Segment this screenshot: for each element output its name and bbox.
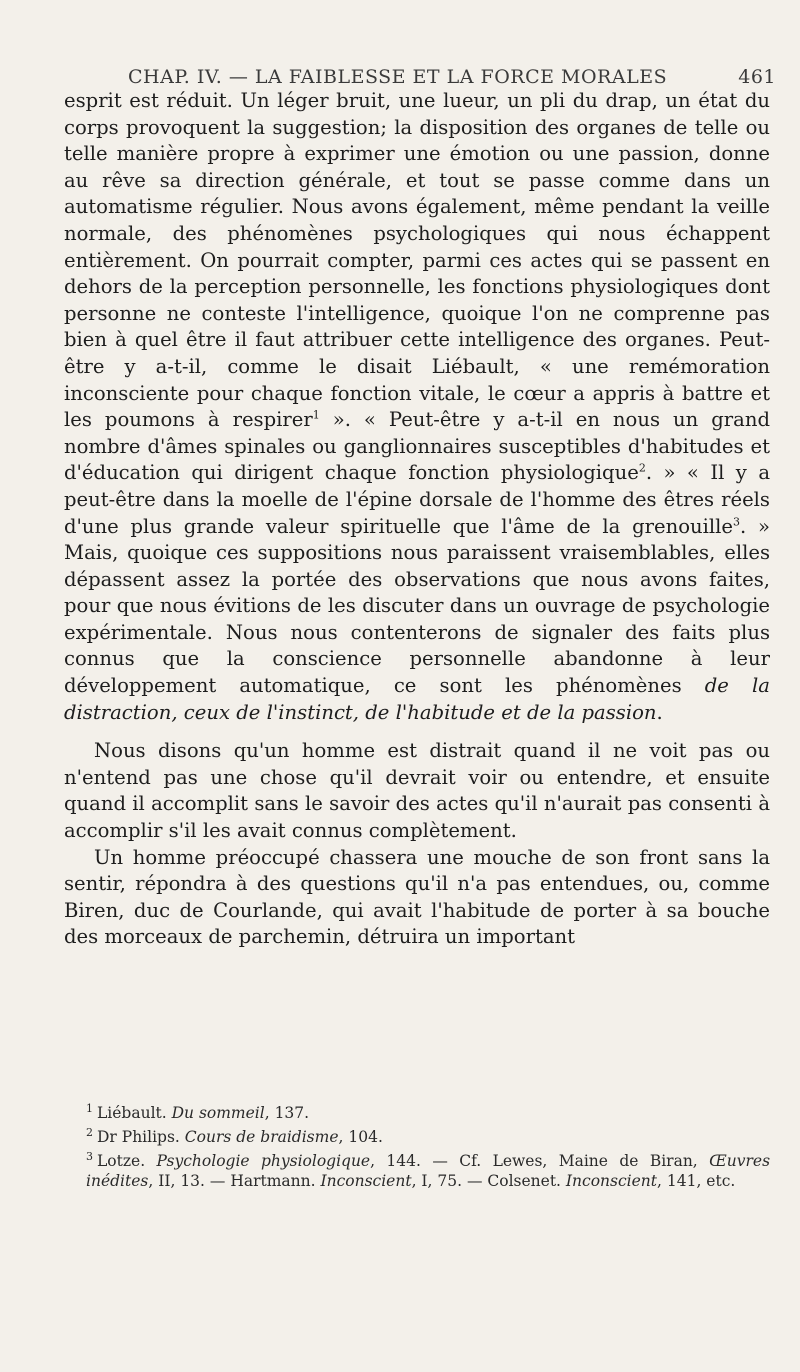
- footnote-3-mid: , 144. — Cf. Lewes, Maine de Biran,: [370, 1152, 710, 1171]
- footnote-3-author: Lotze.: [97, 1152, 157, 1171]
- running-title: CHAP. IV. — LA FAIBLESSE ET LA FORCE MORALES: [128, 66, 668, 88]
- paragraph-1-text-d: . » Mais, quoique ces suppositions nous paraissent vraisemblables, elles dépassent assez la portée des observations que nous avons faites, pour que nous évitions de les discuter dans un ouvrage de psychologie expérimentale. Nous nous contenterons de signaler des faits plus connus que la conscience personnelle abandonne à leur développement automatique, ce sont les phénomènes: [64, 514, 770, 698]
- footnote-ref-2: 2: [638, 461, 646, 475]
- footnote-3-mid-3: , I, 75. — Colsenet.: [411, 1172, 566, 1191]
- footnote-3-mid-2: , II, 13. — Hartmann.: [148, 1172, 321, 1191]
- body-text: [64, 88, 770, 951]
- footnote-2-marker: 2: [86, 1126, 93, 1140]
- footnote-1-rest: , 137.: [264, 1104, 310, 1123]
- paragraph-3: Un homme préoccupé chassera une mouche de son front sans la sentir, répondra à des questions qu'il n'a pas entendues, ou, comme Biren, duc de Courlande, qui avait l'habitude de porter à sa bouche des morceaux de parchemin, détruira un important: [64, 845, 770, 949]
- paragraph-1: [64, 88, 770, 726]
- paragraph-1-text-a: esprit est réduit. Un léger bruit, une lueur, un pli du drap, un état du corps provoquent la suggestion; la disposition des organes de telle ou telle manière propre à exprimer une émotion ou une passion, donne au rêve sa direction générale, et tout se passe comme dans un automatisme régulier. Nous avons également, même pendant la veille normale, des phénomènes psychologiques qui nous échappent entièrement. On pourrait compter, parmi ces actes qui se passent en dehors de la perception personnelle, les fonctions physiologiques dont personne ne conteste l'intelligence, quoique l'on ne comprenne pas bien à quel être il faut attribuer cette intelligence des organes. Peut-être y a-t-il, comme le disait Liébault, « une remémoration inconsciente pour chaque fonction vitale, le cœur a appris à battre et les poumons à respirer: [64, 89, 770, 432]
- footnote-3-title: Psychologie physiologique: [156, 1152, 371, 1171]
- footnote-1-title: Du sommeil: [171, 1104, 265, 1123]
- paragraph-1-end: .: [656, 700, 663, 724]
- footnote-3-title-2: Œuvres inédites: [86, 1152, 771, 1191]
- footnote-1-marker: 1: [86, 1102, 93, 1115]
- footnotes: [64, 1099, 770, 1191]
- footnote-3-title-4: Inconscient: [565, 1172, 657, 1191]
- footnote-ref-1: 1: [312, 408, 320, 422]
- page-number: 461: [738, 66, 776, 88]
- paragraph-1-text-b: ». « Peut-être y a-t-il en nous un grand nombre d'âmes spinales ou ganglionnaires susceptibles d'habitudes et d'éducation qui dirigent chaque fonction physiologique: [64, 408, 770, 485]
- footnote-1-author: Liébault.: [97, 1104, 172, 1123]
- footnote-3-marker: 3: [86, 1150, 93, 1164]
- paragraph-1-italic: de la distraction, ceux de l'instinct, de l'habitude et de la passion: [64, 674, 770, 724]
- footnote-1: [64, 1099, 770, 1123]
- footnote-ref-3: 3: [733, 514, 741, 528]
- footnote-2-author: Dr Philips.: [97, 1128, 185, 1147]
- footnote-3-rest: , 141, etc.: [657, 1172, 736, 1191]
- footnote-2: [64, 1123, 770, 1147]
- paragraph-2: Nous disons qu'un homme est distrait quand il ne voit pas ou n'entend pas une chose qu'il devrait voir ou entendre, et ensuite quand il accomplit sans le savoir des actes qu'il n'aurait pas consenti à accomplir s'il les avait connus complètement.: [64, 739, 770, 843]
- footnote-2-rest: , 104.: [338, 1128, 383, 1147]
- footnote-2-title: Cours de braidisme: [184, 1128, 339, 1147]
- footnote-3: [64, 1147, 770, 1191]
- paragraph-1-text-c: . » « Il y a peut-être dans la moelle de l'épine dorsale de l'homme des êtres réels d'une plus grande valeur spirituelle que l'âme de la grenouille: [64, 461, 771, 538]
- footnote-3-title-3: Inconscient: [320, 1172, 412, 1191]
